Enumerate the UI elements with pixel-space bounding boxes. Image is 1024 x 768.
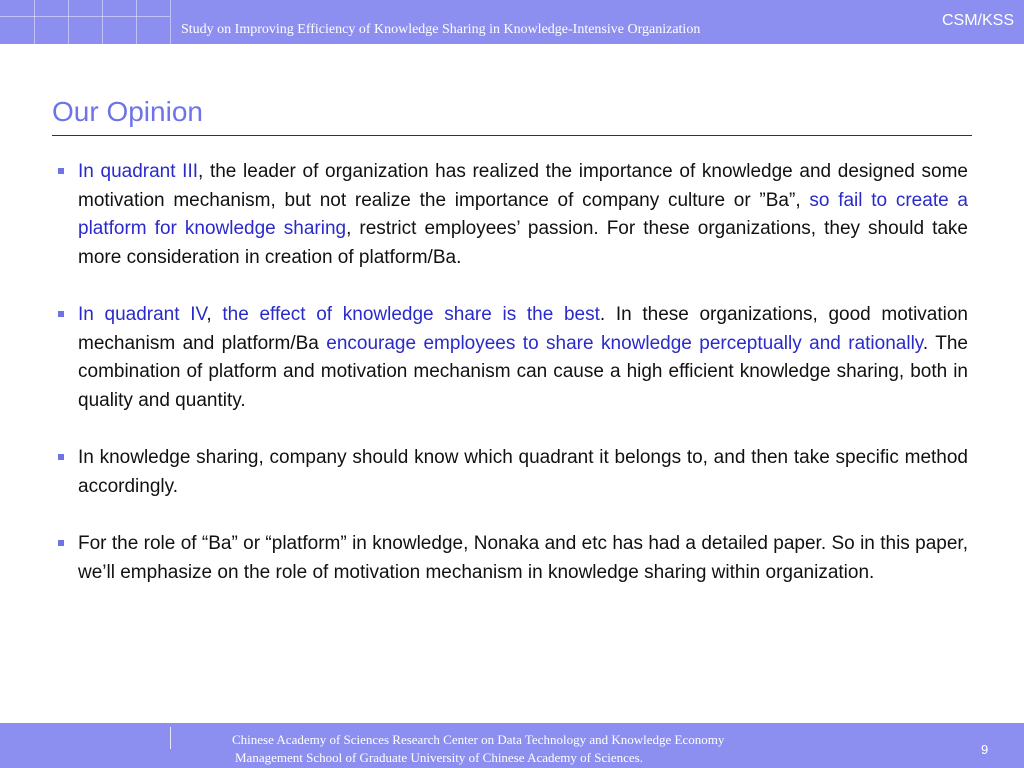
bullet-item <box>55 444 968 501</box>
bullet-text-segment: In quadrant IV <box>78 304 207 325</box>
footer-school-line: Management School of Graduate University of Chinese Academy of Sciences. <box>235 750 643 765</box>
bullet-text-segment: . In these organizations, good motivation mechanism and platform/Ba <box>78 304 968 354</box>
slide-title: Our Opinion <box>52 96 203 127</box>
header-grid-decoration <box>0 0 175 44</box>
header-band <box>0 0 1024 44</box>
bullet-text-segment: In quadrant III <box>78 161 199 182</box>
footer-institution-line: Chinese Academy of Sciences Research Center on Data Technology and Knowledge Economy <box>232 732 725 747</box>
title-divider <box>52 135 972 136</box>
bullet-item <box>55 158 968 272</box>
page-number: 9 <box>981 742 989 757</box>
bullet-text-segment: In knowledge sharing, company should know which quadrant it belongs to, and then take specific method accordingly. <box>78 447 968 497</box>
footer-divider <box>170 727 171 749</box>
header-title: Study on Improving Efficiency of Knowledge Sharing in Knowledge-Intensive Organization <box>181 22 701 37</box>
bullet-text-segment: For the role of “Ba” or “platform” in knowledge, Nonaka and etc has had a detailed paper. So in this paper, we’ll emphasize on the role of motivation mechanism in knowledge sharing within organization. <box>78 533 968 583</box>
bullet-text-segment: . The combination of platform and motivation mechanism can cause a high efficient knowledge sharing, both in quality and quantity. <box>78 332 968 411</box>
bullet-text-segment: , <box>206 304 223 325</box>
bullet-text-segment: so fail to create a platform for knowledge sharing <box>78 189 968 239</box>
bullet-text-segment: the effect of knowledge share is the best <box>222 304 600 325</box>
bullet-text-segment: , the leader of organization has realized the importance of knowledge and designed some motivation mechanism, but not realize the importance of company culture or ”Ba”, <box>78 161 968 211</box>
bullet-item <box>55 530 968 587</box>
header-tag: CSM/KSS <box>941 12 1014 29</box>
bullet-item <box>55 301 968 415</box>
bullet-list <box>55 158 968 616</box>
footer-band <box>0 723 1024 768</box>
bullet-text-segment: , restrict employees’ passion. For these organizations, they should take more consideration in creation of platform/Ba. <box>78 218 968 268</box>
bullet-text-segment: encourage employees to share knowledge perceptually and rationally <box>326 332 923 354</box>
